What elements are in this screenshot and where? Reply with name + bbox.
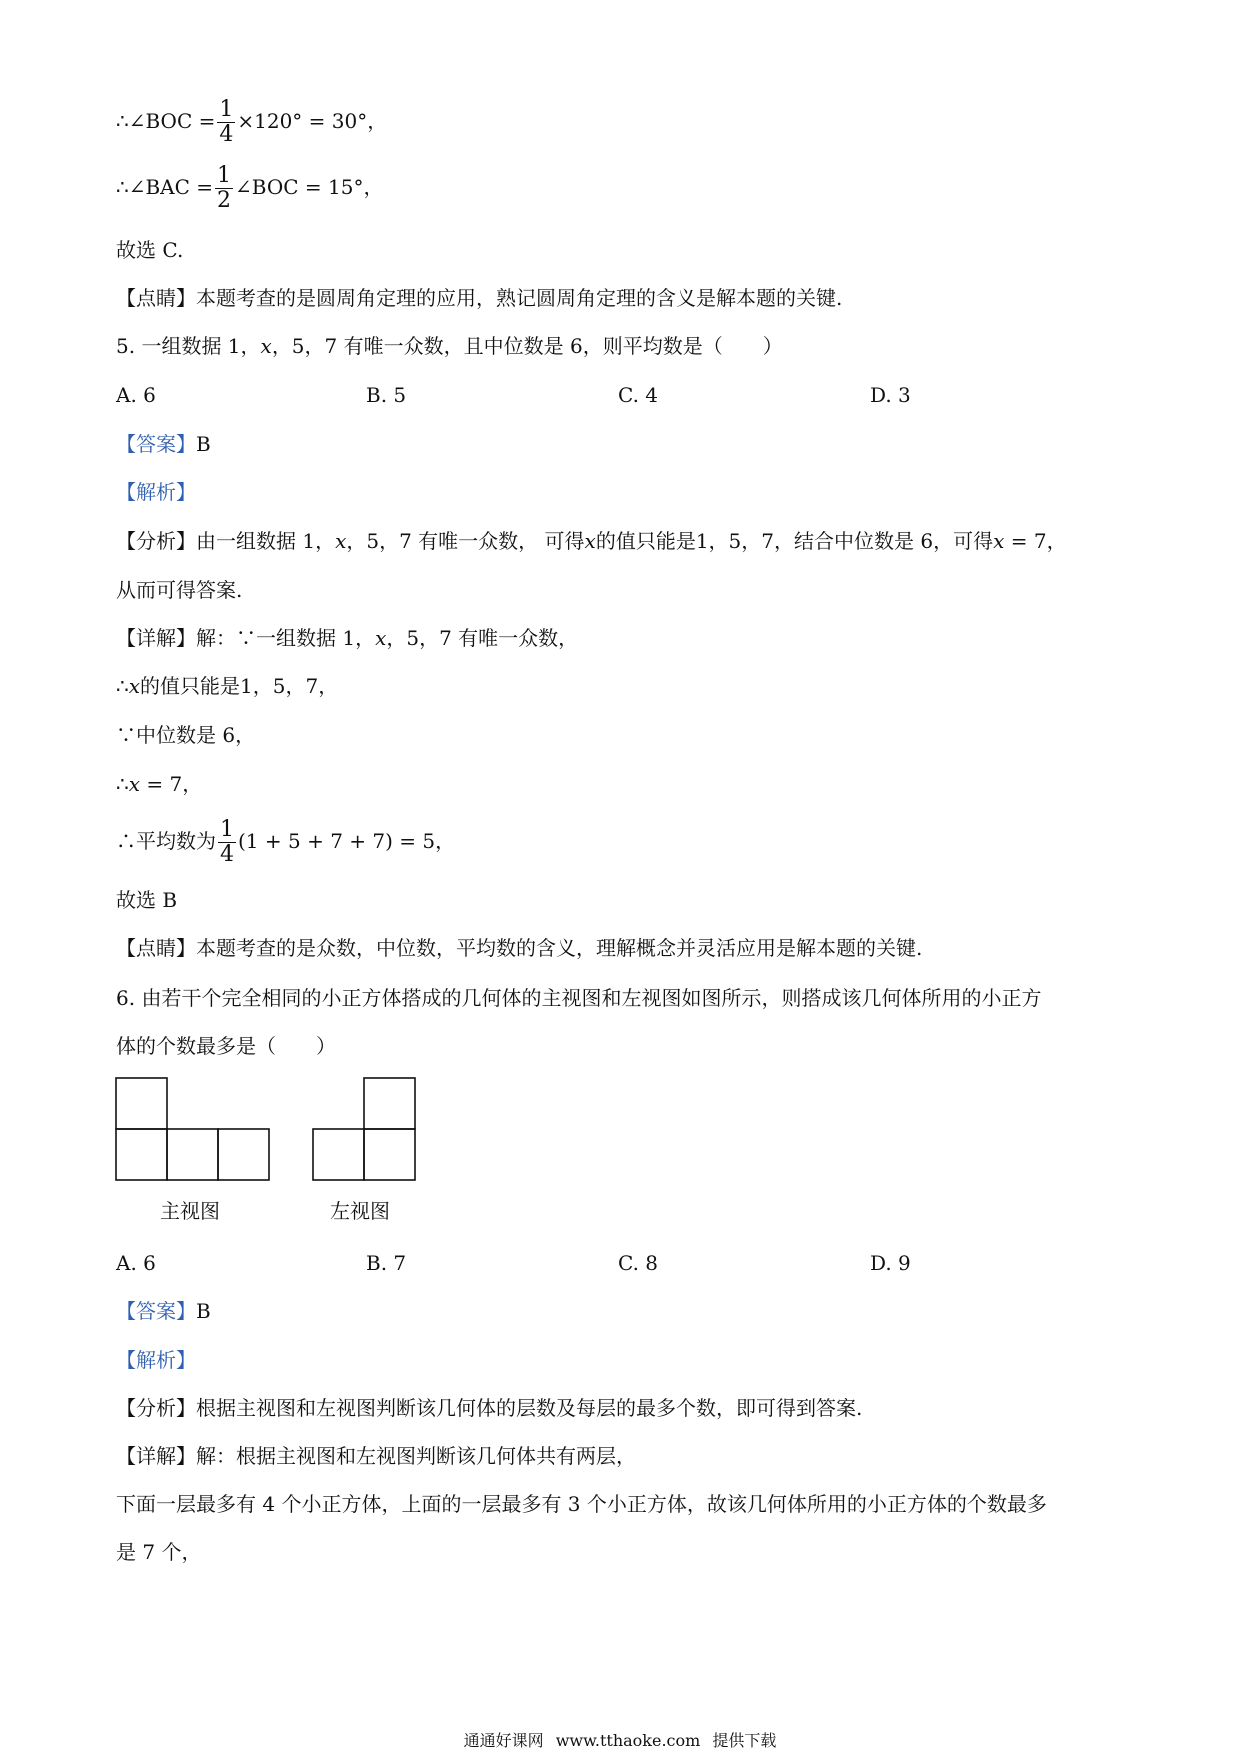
xiangjie-line-2: 下面一层最多有 4 个小正方体，上面的一层最多有 3 个小正方体，故该几何体所用的小正方体的个数最多	[116, 1492, 1047, 1516]
text-part: ∴	[116, 772, 129, 796]
dianjing-text: 本题考查的是圆周角定理的应用，熟记圆周角定理的含义是解本题的关键.	[196, 286, 843, 310]
text-part: 由一组数据 1，	[196, 529, 336, 553]
formula-suffix: ∠BOC = 15°，	[235, 175, 384, 199]
text-part: 解：∵一组数据 1，	[196, 626, 376, 650]
text-part: ，5，7 有唯一众数，	[386, 626, 579, 650]
option-b: B. 5	[366, 383, 407, 407]
fraction	[217, 98, 235, 147]
dianjing-line	[116, 934, 922, 962]
text-part: = 7，	[1004, 529, 1067, 553]
formula-prefix: ∴∠BOC =	[116, 109, 216, 133]
variable-x: x	[375, 626, 387, 650]
front-view-cell	[167, 1129, 218, 1180]
three-view-figure	[114, 1076, 434, 1188]
answer-line	[116, 1297, 211, 1325]
xiangjie-text: 解：根据主视图和左视图判断该几何体共有两层，	[196, 1444, 636, 1468]
formula-boc	[116, 98, 387, 147]
fraction-denominator: 4	[220, 842, 234, 867]
xiangjie-line-1	[116, 624, 578, 652]
text-part: ∴平均数为	[116, 829, 216, 853]
variable-x: x	[335, 529, 347, 553]
front-view-label: 主视图	[160, 1199, 220, 1223]
formula-suffix: ×120° = 30°，	[237, 109, 388, 133]
jiexi-tag: 【解析】	[116, 1348, 196, 1372]
fenxi-tag: 【分析】	[116, 529, 196, 553]
left-view-label: 左视图	[330, 1199, 390, 1223]
footer-site-name: 通通好课网	[463, 1731, 544, 1750]
fenxi-tag: 【分析】	[116, 1396, 196, 1420]
left-view	[313, 1078, 415, 1180]
answer-tag: 【答案】	[116, 1299, 196, 1323]
question-6-stem-line-1: 6. 由若干个完全相同的小正方体搭成的几何体的主视图和左视图如图所示，则搭成该几何体所用的小正方	[116, 986, 1042, 1010]
formula-bac	[116, 164, 384, 213]
text-part: ∴	[116, 674, 129, 698]
page-footer	[0, 1730, 1240, 1752]
left-view-cell	[364, 1129, 415, 1180]
dianjing-tag: 【点睛】	[116, 286, 196, 310]
option-a: A. 6	[116, 1251, 156, 1275]
stem-part: 5. 一组数据 1，	[116, 334, 261, 358]
xiangjie-line-3: 是 7 个，	[116, 1540, 202, 1564]
dianjing-tag: 【点睛】	[116, 936, 196, 960]
option-b: B. 7	[366, 1251, 407, 1275]
left-view-cell	[364, 1078, 415, 1129]
variable-x: x	[128, 674, 141, 698]
text-part: 的值只能是1，5，7，结合中位数是 6，可得	[595, 529, 994, 553]
xiangjie-tag: 【详解】	[116, 1444, 196, 1468]
fenxi-line	[116, 527, 1067, 555]
xiangjie-line-2	[116, 672, 338, 700]
variable-x: x	[260, 334, 272, 358]
question-6-stem-line-2: 体的个数最多是（ ）	[116, 1034, 336, 1058]
fraction-denominator: 2	[217, 188, 232, 213]
text-part: = 7，	[140, 772, 203, 796]
option-c: C. 8	[618, 1251, 659, 1275]
xiangjie-line-5	[116, 818, 455, 867]
front-view-cell	[218, 1129, 269, 1180]
text-part: 的值只能是1，5，7，	[140, 674, 339, 698]
answer-line	[116, 430, 211, 458]
fraction	[215, 164, 233, 213]
question-5-stem	[116, 332, 783, 360]
answer-value: B	[196, 432, 211, 456]
variable-x: x	[128, 772, 141, 796]
answer-tag: 【答案】	[116, 432, 196, 456]
answer-value: B	[196, 1299, 211, 1323]
front-view	[116, 1078, 269, 1180]
xiangjie-line-1	[116, 1442, 636, 1470]
variable-x: x	[584, 529, 596, 553]
option-d: D. 9	[870, 1251, 911, 1275]
formula-prefix: ∴∠BAC =	[116, 175, 214, 199]
fraction-numerator: 1	[219, 97, 234, 122]
fraction	[218, 818, 236, 867]
footer-url[interactable]: www.tthaoke.com	[555, 1731, 701, 1750]
fenxi-text: 根据主视图和左视图判断该几何体的层数及每层的最多个数，即可得到答案.	[196, 1396, 863, 1420]
text-part: ，5，7 有唯一众数， 可得	[346, 529, 585, 553]
footer-tail: 提供下载	[712, 1731, 777, 1750]
xiangjie-line-4	[116, 770, 202, 798]
jiexi-tag: 【解析】	[116, 480, 196, 504]
dianjing-text: 本题考查的是众数，中位数，平均数的含义，理解概念并灵活应用是解本题的关键.	[196, 936, 923, 960]
xiangjie-line-3: ∵中位数是 6，	[116, 723, 256, 747]
dianjing-line	[116, 284, 842, 312]
fraction-denominator: 4	[219, 122, 234, 147]
xiangjie-tag: 【详解】	[116, 626, 196, 650]
choice-line: 故选 C.	[116, 238, 184, 262]
front-view-cell	[116, 1129, 167, 1180]
variable-x: x	[993, 529, 1005, 553]
option-c: C. 4	[618, 383, 659, 407]
stem-part: ，5，7 有唯一众数，且中位数是 6，则平均数是（ ）	[271, 334, 783, 358]
option-d: D. 3	[870, 383, 911, 407]
text-part: (1 + 5 + 7 + 7) = 5，	[238, 829, 456, 853]
fenxi-line	[116, 1394, 862, 1422]
left-view-cell	[313, 1129, 364, 1180]
fraction-numerator: 1	[217, 163, 232, 188]
fraction-numerator: 1	[220, 817, 234, 842]
option-a: A. 6	[116, 383, 156, 407]
fenxi-line-2: 从而可得答案.	[116, 578, 243, 602]
choice-line: 故选 B	[116, 888, 178, 912]
front-view-cell	[116, 1078, 167, 1129]
